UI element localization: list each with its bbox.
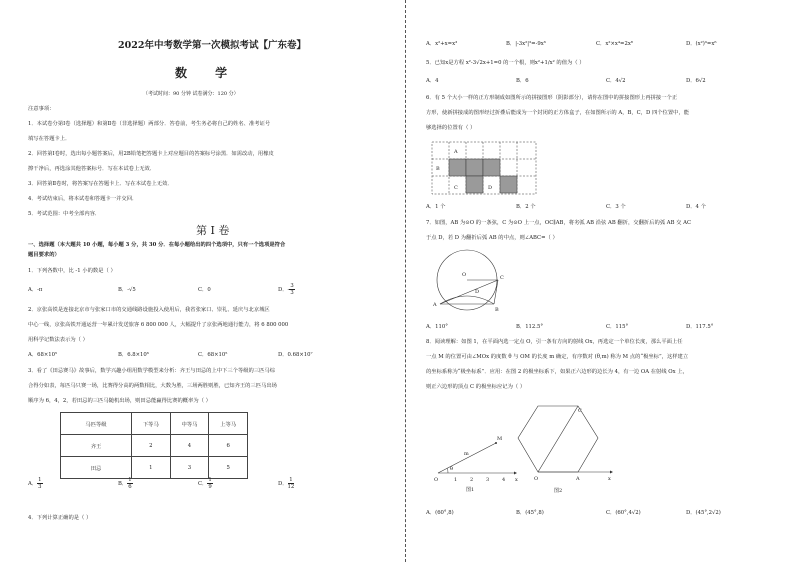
point-label-b: B: [495, 307, 499, 313]
fig1-label-m: M: [497, 436, 503, 442]
fig1-caption: 图1: [466, 487, 475, 493]
q4-option-d: D．(x²)³=x⁶: [686, 41, 717, 47]
q7-option-b: B．112.5°: [516, 324, 544, 330]
table-header-row: [61, 413, 248, 435]
q4-option-c: C．x²×x⁴=2x⁸: [596, 41, 633, 47]
q3-line: 合得分如表，每匹马只赛一场，比赛得分高的两数相比，大数为胜，三场两胜则胜，已知齐王的三匹马出场: [28, 383, 277, 389]
q8-line: 的坐标系称为“极坐标系”．应用：在图 2 的极坐标系下，如果正六边形的边长为 4，有一边 OA 在射线 Ox 上，: [426, 369, 688, 375]
q5-option-b: B．6: [516, 78, 529, 84]
table-row: [61, 457, 248, 479]
fig2-label-o: O: [534, 476, 539, 482]
q1-option-d: D．- $\frac{3}{3}$: [278, 283, 294, 296]
q3-option-c: C． $\frac{1}{9}$: [198, 477, 212, 490]
section-instruction: 题目要求的）: [28, 252, 60, 258]
fig1-tick-4: 4: [502, 477, 506, 483]
q3-option-b: B． $\frac{1}{6}$: [118, 477, 132, 490]
note-line: 填写在答题卡上．: [28, 136, 71, 142]
q7-circle-figure: [430, 248, 510, 314]
fig1-label-theta: θ: [450, 466, 454, 472]
q1-option-b: B．-√5: [118, 287, 136, 293]
q8-figure-2: [518, 402, 618, 498]
table-header-cell: 上等马: [209, 413, 248, 435]
q6-line: 够选择的位置有（ ）: [426, 125, 476, 131]
q3-line: 顺序为 6，4，2，若田忌的三匹马随机出场，则田忌能赢得比赛的概率为（ ）: [28, 398, 211, 404]
point-label-d: D: [475, 289, 480, 295]
q3-option-a: A． $\frac{1}{3}$: [28, 477, 42, 490]
q7-option-a: A．110°: [426, 324, 448, 330]
q2-line: 2．京张高铁是连接北京市与张家口市的交通线路设施投入使用后，我省张家口、崇礼、延庆与北京城区: [28, 307, 270, 313]
q1-stem: 1．下列各数中，比 -1 小的数是（ ）: [28, 268, 116, 274]
fig1-label-m-length: m: [464, 451, 469, 457]
note-line: 4．考试结束后，将本试卷和答题卡一并交回．: [28, 196, 138, 202]
exam-meta: （考试时间：90 分钟 试卷满分：120 分）: [143, 91, 239, 97]
q8-option-b: B．(45°,8): [516, 510, 544, 516]
q7-option-c: C．115°: [606, 324, 629, 330]
q1-option-a: A．-π: [28, 287, 43, 293]
q6-option-b: B．2 个: [516, 204, 536, 210]
table-cell: 3: [170, 457, 209, 479]
q5-stem: 5．已知x是方程 x²-3√2x+1=0 的一个根，则x²+1/x² 的值为（ ）: [426, 60, 585, 66]
table-cell: 5: [209, 457, 248, 479]
fig1-tick-1: 1: [454, 477, 458, 483]
table-cell: 1: [132, 457, 171, 479]
q7-line: 7．如图，AB 为⊙O 的一条弦，C 为⊙O 上一点，OC∥AB，将劣弧 AB 沿弦 AB 翻折，交翻折后的弧 AB 交 AC: [426, 220, 692, 226]
q8-option-d: D．(45°,2√2): [686, 510, 721, 516]
q5-option-d: D．6√2: [686, 78, 706, 84]
q8-option-c: C．(60°,4√2): [606, 510, 641, 516]
section-heading: 第 Ⅰ 卷: [196, 224, 230, 237]
q6-line: 6．有 5 个大小一样的正方形制成如图所示的拼接图形（阴影部分），请你在图中的拼接图形上再拼接一个正: [426, 95, 678, 101]
notes-heading: 注意事项：: [28, 106, 55, 112]
subject-title: 数 学: [175, 66, 240, 80]
q2-option-b: B．6.8×10⁶: [118, 352, 149, 358]
q7-line: 于点 D，若 D 为翻折后弧 AB 的中点，则∠ABC=（ ）: [426, 235, 558, 241]
exam-title: 2022年中考数学第一次模拟考试【广东卷】: [118, 40, 306, 51]
fig1-label-origin: O: [434, 477, 439, 483]
section-instruction: 一、选择题（本大题共 10 小题，每小题 3 分，共 30 分．在每小题给出的四个选项中，只有一个选项是符合: [28, 242, 286, 248]
q8-option-a: A．(60°,8): [426, 510, 454, 516]
q4-stem: 4．下列计算正确的是（ ）: [28, 515, 92, 521]
table-cell: 6: [209, 435, 248, 457]
q2-option-c: C．68×10⁵: [198, 352, 228, 358]
q1-option-c: C．0: [198, 287, 211, 293]
fig1-tick-3: 3: [486, 477, 490, 483]
fig1-label-x: x: [515, 477, 518, 483]
q3-line: 3．看了《田忌赛马》故事后，数学兴趣小组用数学模型来分析：齐王与田忌的上中下三个等级的三匹马综: [28, 368, 276, 374]
fig2-label-c: C: [578, 408, 582, 414]
note-line: 2．回答第Ⅰ卷时，选出每小题答案后，用2B铅笔把答题卡上对应题目的答案标号涂黑．如需改动，用橡皮: [28, 151, 274, 157]
q2-option-a: A．68×10⁵: [28, 352, 58, 358]
q3-option-d: D． $\frac{1}{12}$: [278, 477, 295, 490]
q6-net-figure: [430, 140, 538, 196]
net-label-d: D: [488, 185, 493, 191]
note-line: 擦干净后，再选涂其他答案标号．写在本试卷上无效．: [28, 166, 156, 172]
table-cell: 齐王: [61, 435, 132, 457]
q4-option-b: B．|-3x²|³=-9x⁶: [506, 41, 546, 47]
table-cell: 4: [170, 435, 209, 457]
q8-line: 8．阅读理解：如图 1，在平面内选一定点 O，引一条有方向的射线 Ox，再选定一个单位长度，那么平面上任: [426, 339, 683, 345]
note-line: 1．本试卷分第Ⅰ卷（选择题）和第Ⅱ卷（非选择题）两部分．答卷前，考生务必将自己的姓名、准考证号: [28, 121, 271, 127]
table-header-cell: 马匹等级: [61, 413, 132, 435]
table-cell: 2: [132, 435, 171, 457]
table-cell: 田忌: [61, 457, 132, 479]
fig2-label-a: A: [576, 476, 580, 482]
q2-line: 用科学记数法表示为（ ）: [28, 337, 88, 343]
q8-line: 则正六边形的顶点 C 的极坐标应记为（ ）: [426, 384, 526, 390]
note-line: 5．考试范围：中考全部内容．: [28, 211, 101, 217]
q5-option-a: A．4: [426, 78, 439, 84]
note-line: 3．回答第Ⅱ卷时，将答案写在答题卡上．写在本试卷上无效．: [28, 181, 173, 187]
q7-option-d: D．117.5°: [686, 324, 714, 330]
q8-figure-1: [434, 425, 516, 495]
point-label-c: C: [500, 275, 504, 281]
fig2-caption: 图2: [554, 488, 563, 494]
q3-score-table: [60, 412, 248, 479]
fig1-tick-2: 2: [470, 477, 474, 483]
table-header-cell: 中等马: [170, 413, 209, 435]
table-header-cell: 下等马: [132, 413, 171, 435]
q6-line: 方形，使新拼接成的图形经过折叠后能成为一个封闭的正方体盒子，在如图所示的 A，B，C，D 四个位置中，能: [426, 110, 690, 116]
q6-option-a: A．1 个: [426, 204, 446, 210]
table-row: [61, 435, 248, 457]
net-label-b: B: [436, 166, 440, 172]
fig2-label-x: x: [608, 476, 611, 482]
net-label-c: C: [454, 185, 458, 191]
q2-option-d: D．0.68×10⁷: [278, 352, 313, 358]
point-label-a: A: [433, 302, 437, 308]
q8-line: 一点 M 的位置可由∠MOx 的度数 θ 与 OM 的长度 m 确定，有序数对 (θ,m) 称为 M 点的“极坐标”，这样建立: [426, 354, 689, 360]
net-label-a: A: [454, 149, 458, 155]
q5-option-c: C．4√2: [606, 78, 626, 84]
column-divider: [405, 0, 406, 562]
q2-line: 中心一线，京张高铁开通运营一年累计发送旅客 6 800 000 人，大幅提升了京张两地通行能力，将 6 800 000: [28, 322, 289, 328]
q4-option-a: A．x²+x=x³: [426, 41, 458, 47]
q6-option-c: C．3 个: [606, 204, 626, 210]
q6-option-d: D．4 个: [686, 204, 706, 210]
point-label-o: O: [462, 272, 467, 278]
